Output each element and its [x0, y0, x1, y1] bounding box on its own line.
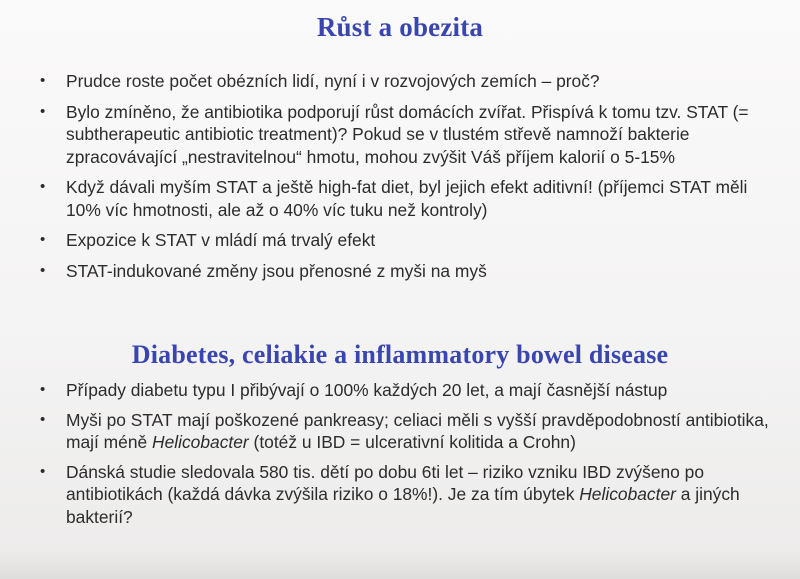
- list-item: [36, 409, 784, 454]
- list-item-text: STAT-indukované změny jsou přenosné z myši na myš: [66, 260, 487, 281]
- bullet-icon: •: [40, 178, 46, 195]
- list-item-text: Když dávali myším STAT a ještě high-fat diet, byl jejich efekt aditivní! (příjemci STAT měli 10% víc hmotnosti, ale až o 40% víc tuku než kontroly): [66, 177, 748, 220]
- list-item-text: Dánská studie sledovala 580 tis. dětí po dobu 6ti let – riziko vzniku IBD zvýšeno po antibiotikách (každá dávka zvýšila riziko o 18%!). Je za tím úbytek: [66, 461, 705, 504]
- bullet-list-growth-obesity: [36, 70, 784, 290]
- list-item-text: Bylo zmíněno, že antibiotika podporují růst domácích zvířat. Přispívá k tomu tzv. STAT (= subtherapeutic antibiotic treatment)? Pokud se v tlustém střevě namnoží bakterie zpracovávající „nestravitelnou“ hmotu, mohou zvýšit Váš příjem kalorií o 5-15%: [66, 101, 749, 167]
- list-item-text: (totéž u IBD = ulcerativní kolitida a Crohn): [248, 432, 576, 452]
- bullet-icon: •: [40, 410, 46, 428]
- list-item-text: Prudce roste počet obézních lidí, nyní i v rozvojových zemích – proč?: [66, 71, 600, 91]
- bullet-list-diabetes-celiac-ibd: [36, 379, 784, 535]
- bullet-icon: •: [40, 231, 46, 248]
- list-item-text: Případy diabetu typu I přibývají o 100% každých 20 let, a mají časnější nástup: [66, 380, 668, 400]
- list-item: [36, 260, 784, 283]
- section-title-growth-obesity: Růst a obezita: [316, 12, 484, 42]
- list-item: [36, 379, 784, 402]
- section-title-diabetes-celiac-ibd: Diabetes, celiakie a inflammatory bowel disease: [131, 340, 669, 369]
- bullet-icon: •: [40, 381, 46, 398]
- list-item: [36, 176, 784, 221]
- bullet-icon: •: [40, 261, 46, 279]
- list-item-text: Myši po STAT mají poškozené pankreasy; celiaci měli s vyšší pravděpodobností antibiotika, mají méně: [66, 409, 769, 452]
- list-item: [36, 70, 784, 93]
- bullet-icon: •: [40, 102, 46, 120]
- list-item-text: Expozice k STAT v mládí má trvalý efekt: [66, 230, 376, 250]
- bullet-icon: •: [40, 72, 46, 89]
- list-item: [36, 461, 784, 529]
- italic-organism-name: Helicobacter: [579, 484, 676, 504]
- italic-organism-name: Helicobacter: [152, 432, 249, 452]
- list-item: [36, 101, 784, 169]
- list-item-text: a jiných bakterií?: [66, 484, 740, 527]
- bullet-icon: •: [40, 462, 46, 480]
- list-item: [36, 229, 784, 252]
